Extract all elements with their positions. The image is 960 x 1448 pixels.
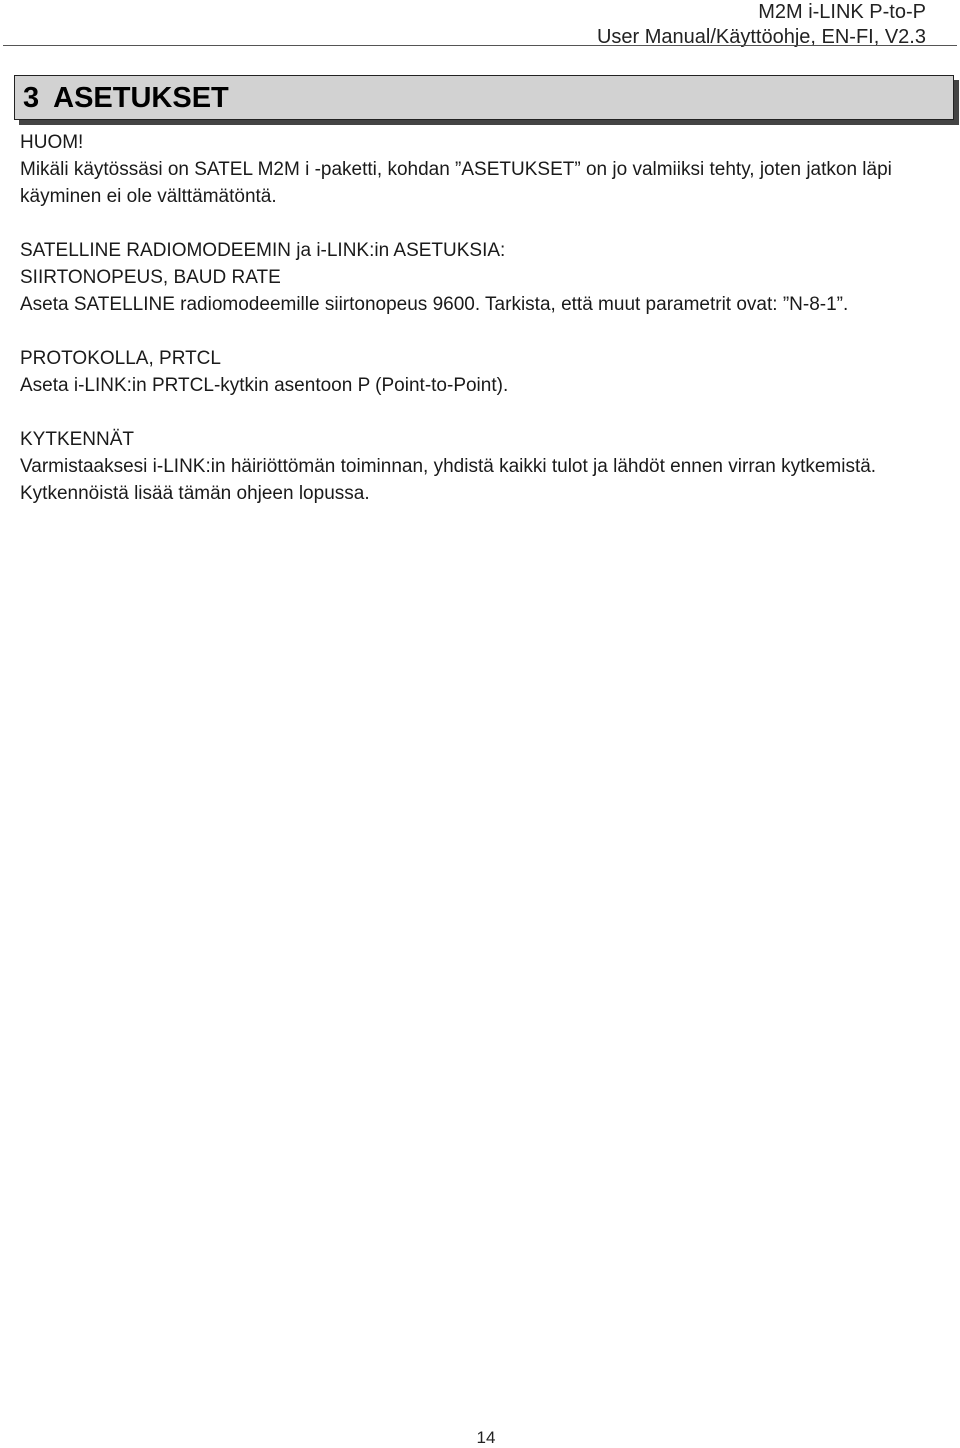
baud-rate-text: Aseta SATELLINE radiomodeemille siirtonopeus 9600. Tarkista, että muut parametrit ovat: ”N-8-1”.	[20, 294, 849, 315]
page-number: 14	[476, 1428, 496, 1447]
document-body	[20, 129, 935, 507]
section-heading-box	[14, 75, 954, 120]
note-text: Mikäli käytössäsi on SATEL M2M i -paketti, kohdan ”ASETUKSET” on jo valmiiksi tehty, joten jatkon läpi käyminen ei ole välttämätöntä.	[20, 159, 892, 207]
note-label: HUOM!	[20, 132, 84, 153]
header-manual-title: User Manual/Käyttöohje, EN-FI, V2.3	[596, 26, 926, 48]
connections-text: Varmistaaksesi i-LINK:in häiriöttömän toiminnan, yhdistä kaikki tulot ja lähdöt ennen virran kytkemistä. Kytkennöistä lisää tämän ohjeen lopussa.	[20, 456, 877, 504]
section-box-shadow-right	[954, 80, 959, 125]
section-box-shadow-bottom	[19, 120, 959, 125]
paragraph-gap	[20, 318, 935, 345]
paragraph-gap	[20, 210, 935, 237]
settings-heading: SATELLINE RADIOMODEEMIN ja i-LINK:in ASETUKSIA:	[20, 240, 506, 261]
section-title	[23, 80, 229, 116]
header-divider	[3, 45, 957, 46]
header-product-name: M2M i-LINK P-to-P	[758, 1, 926, 23]
baud-rate-heading: SIIRTONOPEUS, BAUD RATE	[20, 267, 281, 288]
protocol-text: Aseta i-LINK:in PRTCL-kytkin asentoon P (Point-to-Point).	[20, 375, 509, 396]
section-title-text: ASETUKSET	[53, 82, 229, 114]
connections-heading: KYTKENNÄT	[20, 429, 135, 450]
protocol-heading: PROTOKOLLA, PRTCL	[20, 348, 221, 369]
paragraph-gap	[20, 399, 935, 426]
page-header	[597, 0, 926, 50]
section-number: 3	[23, 82, 40, 114]
